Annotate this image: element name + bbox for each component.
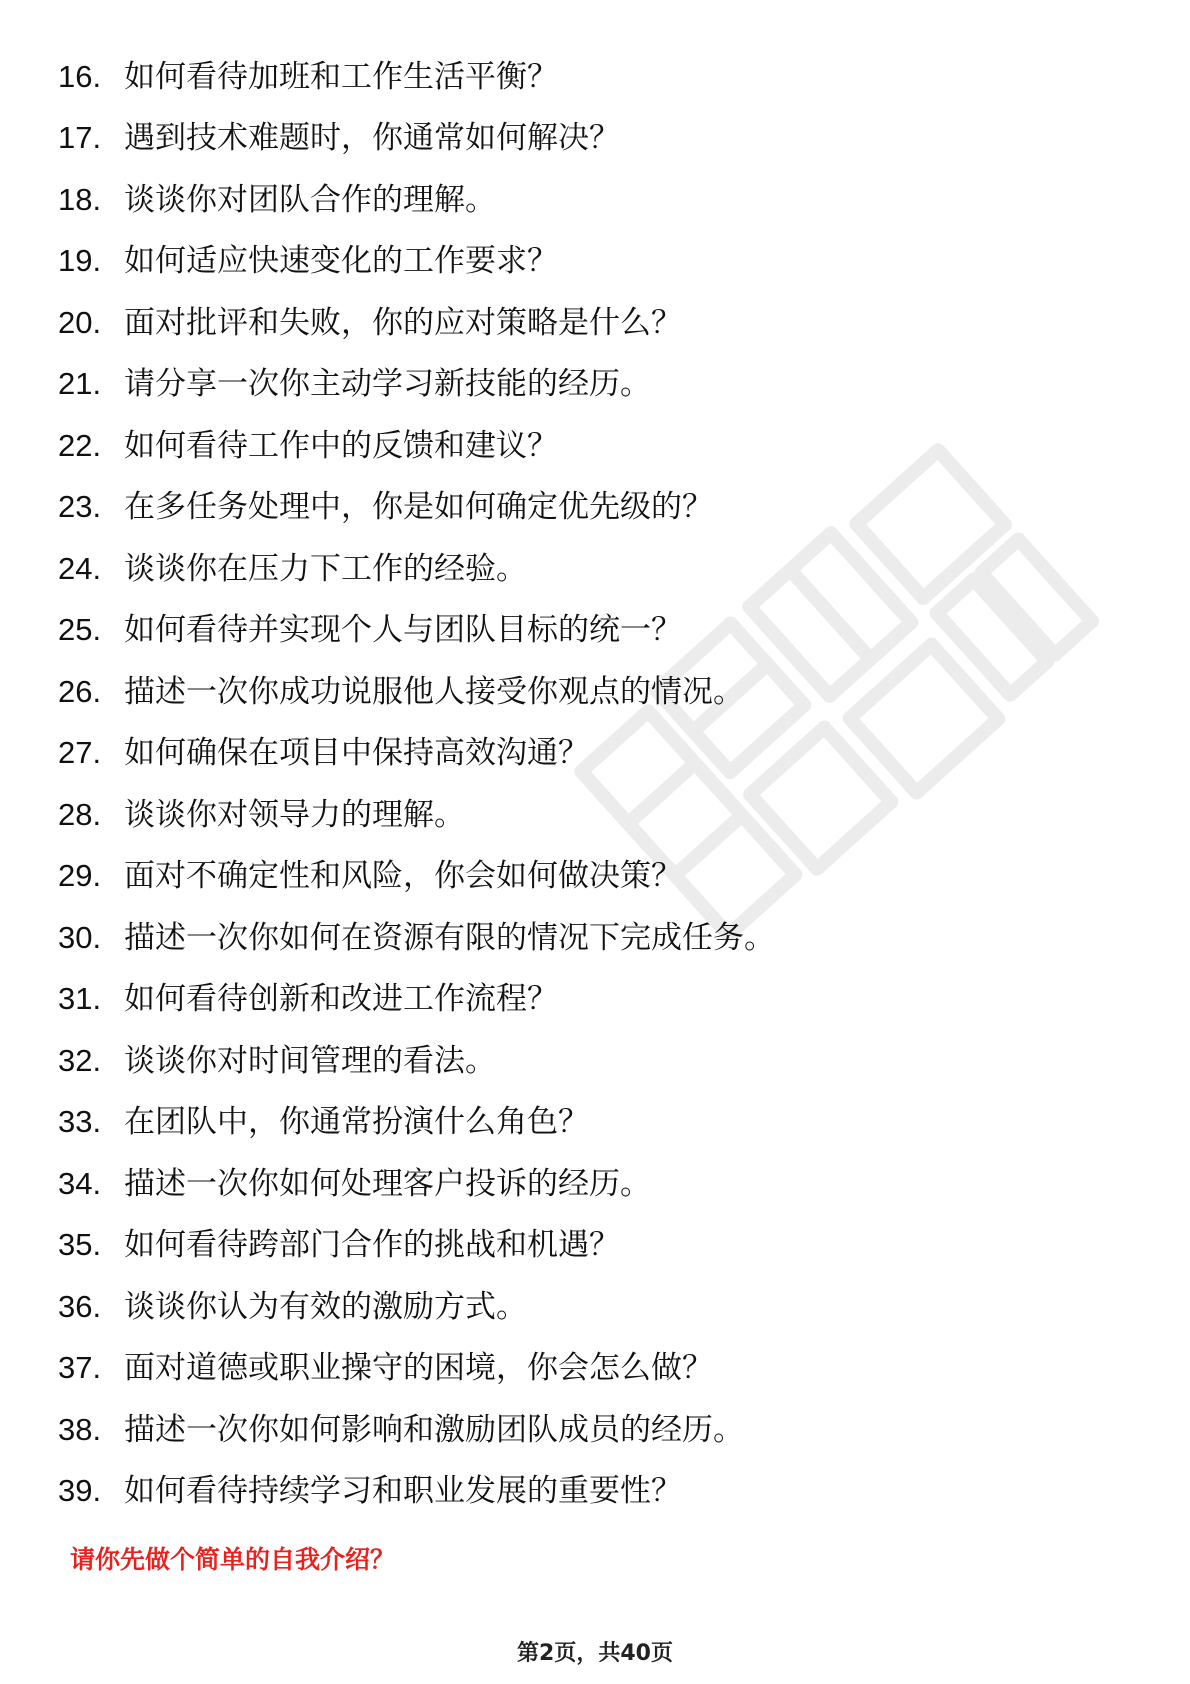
question-text: 如何看待并实现个人与团队目标的统一？ — [124, 612, 682, 649]
question-text: 谈谈你在压力下工作的经验。 — [124, 550, 527, 587]
list-item — [58, 907, 1138, 969]
question-text: 如何看待持续学习和职业发展的重要性？ — [124, 1473, 682, 1510]
question-text: 如何适应快速变化的工作要求？ — [124, 243, 558, 280]
question-number: 17. — [58, 120, 102, 156]
list-item — [58, 1276, 1138, 1338]
question-text: 谈谈你对领导力的理解。 — [124, 796, 465, 833]
list-item — [58, 784, 1138, 846]
intro-prompt: 请你先做个简单的自我介绍？ — [70, 1545, 396, 1574]
question-number: 35. — [58, 1227, 102, 1263]
list-item — [58, 354, 1138, 416]
list-item — [58, 723, 1138, 785]
question-number: 36. — [58, 1288, 102, 1324]
question-text: 在多任务处理中，你是如何确定优先级的？ — [124, 489, 713, 526]
question-text: 描述一次你如何影响和激励团队成员的经历。 — [124, 1411, 744, 1448]
question-number: 18. — [58, 181, 102, 217]
question-number: 33. — [58, 1104, 102, 1140]
question-text: 面对不确定性和风险，你会如何做决策？ — [124, 858, 682, 895]
question-number: 30. — [58, 919, 102, 955]
list-item — [58, 661, 1138, 723]
list-item — [58, 169, 1138, 231]
question-number: 38. — [58, 1411, 102, 1447]
question-text: 如何看待跨部门合作的挑战和机遇？ — [124, 1227, 620, 1264]
question-number: 29. — [58, 858, 102, 894]
list-item — [58, 1092, 1138, 1154]
question-number: 23. — [58, 489, 102, 525]
list-item — [58, 415, 1138, 477]
question-text: 在团队中，你通常扮演什么角色？ — [124, 1104, 589, 1141]
list-item — [58, 1153, 1138, 1215]
question-number: 25. — [58, 612, 102, 648]
list-item — [58, 1338, 1138, 1400]
question-number: 16. — [58, 58, 102, 94]
list-item — [58, 477, 1138, 539]
list-item — [58, 969, 1138, 1031]
list-item — [58, 1215, 1138, 1277]
list-item — [58, 231, 1138, 293]
question-number: 27. — [58, 735, 102, 771]
list-item — [58, 538, 1138, 600]
question-number: 21. — [58, 366, 102, 402]
question-number: 37. — [58, 1350, 102, 1386]
question-number: 20. — [58, 304, 102, 340]
list-item — [58, 600, 1138, 662]
question-number: 19. — [58, 243, 102, 279]
list-item — [58, 108, 1138, 170]
question-text: 描述一次你成功说服他人接受你观点的情况。 — [124, 673, 744, 710]
list-item — [58, 1399, 1138, 1461]
list-item — [58, 1030, 1138, 1092]
question-list — [58, 46, 1138, 1522]
question-number: 39. — [58, 1473, 102, 1509]
list-item — [58, 1461, 1138, 1523]
question-text: 如何看待创新和改进工作流程？ — [124, 981, 558, 1018]
list-item — [58, 46, 1138, 108]
question-number: 34. — [58, 1165, 102, 1201]
question-number: 31. — [58, 981, 102, 1017]
question-number: 22. — [58, 427, 102, 463]
page-number: 第2页，共40页 — [517, 1641, 673, 1666]
question-number: 26. — [58, 673, 102, 709]
list-item — [58, 846, 1138, 908]
question-text: 描述一次你如何在资源有限的情况下完成任务。 — [124, 919, 775, 956]
question-text: 遇到技术难题时，你通常如何解决？ — [124, 120, 620, 157]
question-text: 面对批评和失败，你的应对策略是什么？ — [124, 304, 682, 341]
question-text: 如何确保在项目中保持高效沟通？ — [124, 735, 589, 772]
question-text: 谈谈你对时间管理的看法。 — [124, 1042, 496, 1079]
question-text: 谈谈你对团队合作的理解。 — [124, 181, 496, 218]
question-text: 描述一次你如何处理客户投诉的经历。 — [124, 1165, 651, 1202]
list-item — [58, 292, 1138, 354]
question-number: 32. — [58, 1042, 102, 1078]
question-text: 谈谈你认为有效的激励方式。 — [124, 1288, 527, 1325]
question-number: 28. — [58, 796, 102, 832]
question-text: 如何看待加班和工作生活平衡？ — [124, 58, 558, 95]
question-text: 请分享一次你主动学习新技能的经历。 — [124, 366, 651, 403]
question-number: 24. — [58, 550, 102, 586]
question-text: 面对道德或职业操守的困境，你会怎么做？ — [124, 1350, 713, 1387]
question-text: 如何看待工作中的反馈和建议？ — [124, 427, 558, 464]
